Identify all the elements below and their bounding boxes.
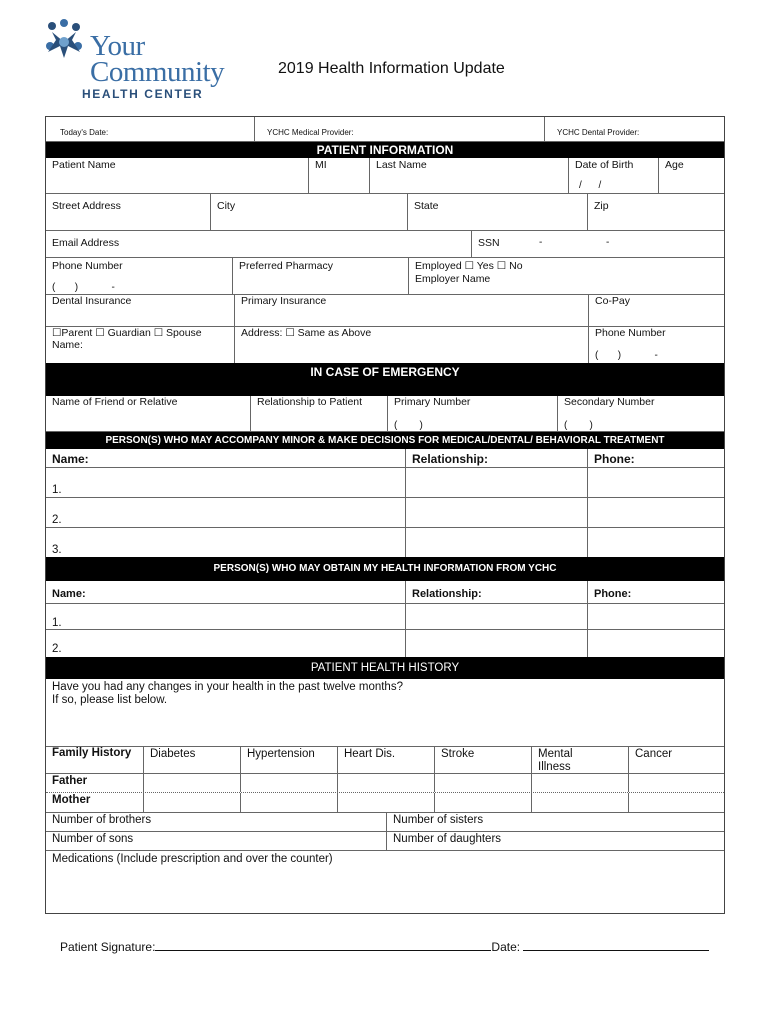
patient-name-field[interactable]: Patient Name (52, 159, 116, 171)
logo-health-center: HEALTH CENTER (82, 87, 204, 101)
copay-field[interactable]: Co-Pay (588, 295, 724, 326)
accompany-row-1: 1. (46, 468, 724, 498)
accompany-name-header: Name: (52, 452, 89, 466)
condition-stroke: Stroke (441, 748, 475, 760)
mi-field[interactable]: MI (308, 158, 369, 193)
phone-number-field[interactable]: Phone Number ( ) - (52, 260, 123, 293)
medical-provider-field[interactable]: YCHC Medical Provider: (254, 117, 544, 141)
family-history-header-row (46, 747, 724, 774)
friend-relative-name-field[interactable]: Name of Friend or Relative (52, 396, 178, 408)
accompany-columns-row (46, 449, 724, 468)
phone-row (46, 258, 724, 295)
number-of-brothers-field[interactable]: Number of brothers (52, 814, 152, 826)
obtain-columns-row (46, 581, 724, 603)
accompany-row-3: 3. (46, 528, 724, 557)
primary-insurance-field[interactable]: Primary Insurance (234, 295, 588, 326)
employed-checkboxes[interactable]: Employed ☐ Yes ☐ No (415, 260, 523, 272)
secondary-number-field[interactable]: Secondary Number ( ) (557, 396, 724, 431)
children-row (46, 832, 724, 851)
relationship-to-patient-field[interactable]: Relationship to Patient (250, 396, 387, 431)
emergency-header: IN CASE OF EMERGENCY (46, 363, 724, 396)
address-row (46, 194, 724, 231)
health-changes-field[interactable]: Have you had any changes in your health in the past twelve months? If so, please list below. (46, 679, 724, 747)
number-of-sons-field[interactable]: Number of sons (52, 833, 134, 845)
zip-field[interactable]: Zip (587, 194, 724, 230)
patient-info-header: PATIENT INFORMATION (46, 142, 724, 158)
condition-cancer: Cancer (635, 748, 673, 760)
guardian-field[interactable]: ☐Parent ☐ Guardian ☐ Spouse Name: (52, 327, 202, 351)
father-label: Father (52, 775, 88, 787)
date-of-birth-field[interactable]: Date of Birth / / (568, 158, 658, 193)
guardian-checkboxes[interactable]: ☐Parent ☐ Guardian ☐ Spouse (52, 327, 202, 339)
accompany-relationship-header: Relationship: (412, 452, 489, 466)
signature-line (60, 939, 709, 954)
guardian-phone-field[interactable]: Phone Number ( ) - (588, 327, 724, 363)
obtain-row-2: 2. (46, 630, 724, 657)
street-address-field[interactable]: Street Address (52, 200, 121, 212)
email-row (46, 231, 724, 258)
employment-field[interactable]: Employed ☐ Yes ☐ No Employer Name (408, 258, 724, 294)
condition-mental-illness: Illness (538, 761, 571, 773)
city-field[interactable]: City (210, 194, 407, 230)
emergency-contact-row (46, 396, 724, 432)
ychc-logo (42, 14, 232, 101)
number-of-sisters-field[interactable]: Number of sisters (386, 813, 724, 831)
obtain-relationship-header: Relationship: (412, 588, 482, 600)
obtain-phone-header: Phone: (594, 588, 632, 600)
age-field[interactable]: Age (658, 158, 724, 193)
condition-heart-disease: Heart Dis. (344, 748, 396, 760)
patient-signature-field[interactable] (155, 939, 491, 951)
siblings-row (46, 813, 724, 832)
condition-mental: Mental (538, 748, 573, 760)
ssn-field[interactable]: SSN - - (471, 231, 724, 257)
mother-label: Mother (52, 794, 91, 806)
number-of-daughters-field[interactable]: Number of daughters (386, 832, 724, 850)
dental-provider-field[interactable]: YCHC Dental Provider: (544, 117, 724, 141)
obtain-name-header: Name: (52, 588, 86, 600)
family-history-label: Family History (52, 747, 132, 759)
patient-signature-label: Patient Signature: (60, 940, 156, 954)
health-update-form (45, 116, 725, 914)
insurance-row (46, 295, 724, 327)
father-row (46, 774, 724, 793)
patient-name-row (46, 158, 724, 194)
mother-row (46, 793, 724, 813)
last-name-field[interactable]: Last Name (369, 158, 568, 193)
form-title: 2019 Health Information Update (278, 60, 505, 77)
logo-word-your: Your (90, 30, 145, 62)
condition-hypertension: Hypertension (247, 748, 315, 760)
provider-row (46, 117, 724, 142)
signature-date-field[interactable] (523, 939, 709, 951)
primary-number-field[interactable]: Primary Number ( ) (387, 396, 557, 431)
people-cluster-icon (42, 18, 88, 66)
accompany-phone-header: Phone: (594, 452, 635, 466)
accompany-row-2: 2. (46, 498, 724, 528)
todays-date-field[interactable]: Today's Date: (60, 128, 109, 137)
accompany-header: PERSON(S) WHO MAY ACCOMPANY MINOR & MAKE DECISIONS FOR MEDICAL/DENTAL/ BEHAVIORAL TREATMENT (46, 432, 724, 449)
medications-field[interactable]: Medications (Include prescription and over the counter) (52, 853, 333, 865)
preferred-pharmacy-field[interactable]: Preferred Pharmacy (232, 258, 408, 294)
guardian-row (46, 327, 724, 363)
state-field[interactable]: State (407, 194, 587, 230)
history-header: PATIENT HEALTH HISTORY (46, 657, 724, 679)
email-address-field[interactable]: Email Address (52, 237, 120, 249)
obtain-header: PERSON(S) WHO MAY OBTAIN MY HEALTH INFORMATION FROM YCHC (46, 557, 724, 581)
dental-insurance-field[interactable]: Dental Insurance (52, 295, 132, 307)
logo-word-community: Community (90, 56, 225, 88)
guardian-address-field[interactable]: Address: ☐ Same as Above (234, 327, 588, 363)
date-label: Date: (491, 940, 521, 954)
condition-diabetes: Diabetes (150, 748, 196, 760)
obtain-row-1: 1. (46, 603, 724, 630)
